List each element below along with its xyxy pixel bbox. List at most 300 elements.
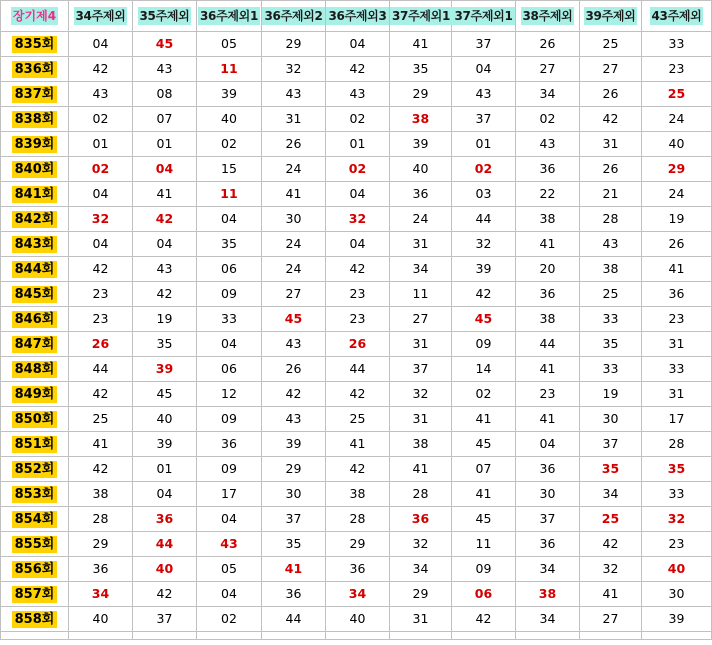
draw-number-label: 840회 <box>12 161 58 178</box>
number-cell: 22 <box>516 182 580 207</box>
number-cell: 34 <box>516 607 580 632</box>
column-header-cell <box>69 1 133 32</box>
table-row <box>1 32 712 57</box>
number-cell: 04 <box>326 32 390 57</box>
number-cell: 26 <box>326 332 390 357</box>
draw-number-label: 850회 <box>12 411 58 428</box>
number-cell: 41 <box>516 232 580 257</box>
number-cell: 24 <box>262 157 326 182</box>
draw-number-label: 853회 <box>12 486 58 503</box>
number-cell: 39 <box>133 357 197 382</box>
number-cell: 02 <box>69 157 133 182</box>
draw-label-cell <box>1 57 69 82</box>
number-cell: 43 <box>262 82 326 107</box>
number-cell: 34 <box>516 82 580 107</box>
number-cell: 41 <box>390 457 452 482</box>
number-cell: 31 <box>262 107 326 132</box>
column-header-cell <box>516 1 580 32</box>
draw-number-label: 851회 <box>12 436 58 453</box>
number-cell: 23 <box>69 307 133 332</box>
draw-number-label: 857회 <box>12 586 58 603</box>
number-cell: 28 <box>580 207 642 232</box>
number-cell: 25 <box>580 507 642 532</box>
draw-number-label: 838회 <box>12 111 58 128</box>
number-cell: 37 <box>390 357 452 382</box>
number-cell: 41 <box>69 432 133 457</box>
table-row <box>1 507 712 532</box>
number-cell: 23 <box>69 282 133 307</box>
number-cell: 14 <box>452 357 516 382</box>
number-cell: 02 <box>69 107 133 132</box>
column-header-cell <box>642 1 712 32</box>
table-row <box>1 432 712 457</box>
number-cell: 27 <box>390 307 452 332</box>
empty-cell <box>262 632 326 640</box>
number-cell: 19 <box>642 207 712 232</box>
number-cell: 37 <box>262 507 326 532</box>
number-cell: 26 <box>580 82 642 107</box>
empty-cell <box>197 632 262 640</box>
header-row <box>1 1 712 32</box>
draw-number-label: 848회 <box>12 361 58 378</box>
draw-label-cell <box>1 32 69 57</box>
number-cell: 43 <box>133 257 197 282</box>
number-cell: 29 <box>262 32 326 57</box>
number-cell: 41 <box>452 407 516 432</box>
table-row <box>1 382 712 407</box>
number-cell: 40 <box>326 607 390 632</box>
number-cell: 42 <box>133 282 197 307</box>
number-cell: 23 <box>642 57 712 82</box>
number-cell: 04 <box>69 182 133 207</box>
number-cell: 04 <box>326 182 390 207</box>
number-cell: 36 <box>390 182 452 207</box>
number-cell: 20 <box>516 257 580 282</box>
column-header-cell <box>326 1 390 32</box>
number-cell: 24 <box>642 182 712 207</box>
number-cell: 31 <box>390 607 452 632</box>
draw-label-cell <box>1 107 69 132</box>
draw-label-cell <box>1 482 69 507</box>
number-cell: 40 <box>390 157 452 182</box>
table-row <box>1 582 712 607</box>
number-cell: 26 <box>516 32 580 57</box>
table-row <box>1 557 712 582</box>
number-cell: 04 <box>197 332 262 357</box>
number-cell: 41 <box>516 407 580 432</box>
number-cell: 32 <box>69 207 133 232</box>
number-cell: 35 <box>133 332 197 357</box>
number-cell: 29 <box>390 582 452 607</box>
number-cell: 39 <box>262 432 326 457</box>
number-cell: 30 <box>580 407 642 432</box>
number-cell: 02 <box>516 107 580 132</box>
number-cell: 33 <box>642 32 712 57</box>
number-cell: 43 <box>262 407 326 432</box>
number-cell: 11 <box>452 532 516 557</box>
number-cell: 38 <box>390 107 452 132</box>
number-cell: 07 <box>452 457 516 482</box>
number-cell: 06 <box>452 582 516 607</box>
number-cell: 24 <box>262 232 326 257</box>
draw-number-label: 845회 <box>12 286 58 303</box>
number-cell: 42 <box>326 382 390 407</box>
column-header-label: 39주제외 <box>585 9 636 23</box>
number-cell: 44 <box>326 357 390 382</box>
number-cell: 42 <box>69 257 133 282</box>
number-cell: 38 <box>580 257 642 282</box>
number-cell: 02 <box>197 132 262 157</box>
number-cell: 25 <box>642 82 712 107</box>
number-cell: 38 <box>69 482 133 507</box>
number-cell: 42 <box>133 207 197 232</box>
column-header-label: 36주제외3 <box>328 9 387 23</box>
column-header-label: 36주제외2 <box>264 9 323 23</box>
number-cell: 17 <box>642 407 712 432</box>
number-cell: 23 <box>642 532 712 557</box>
number-cell: 45 <box>452 307 516 332</box>
table-row <box>1 307 712 332</box>
number-cell: 37 <box>580 432 642 457</box>
number-cell: 04 <box>133 482 197 507</box>
number-cell: 02 <box>452 157 516 182</box>
number-cell: 36 <box>133 507 197 532</box>
number-cell: 41 <box>326 432 390 457</box>
number-cell: 40 <box>197 107 262 132</box>
number-cell: 45 <box>133 32 197 57</box>
number-cell: 31 <box>390 407 452 432</box>
table-row <box>1 207 712 232</box>
draw-label-cell <box>1 257 69 282</box>
draw-number-label: 835회 <box>12 36 58 53</box>
draw-label-cell <box>1 357 69 382</box>
number-cell: 38 <box>516 582 580 607</box>
number-cell: 32 <box>580 557 642 582</box>
column-header-label: 37주제외1 <box>454 9 513 23</box>
number-cell: 31 <box>390 332 452 357</box>
empty-cell <box>69 632 133 640</box>
draw-number-label: 847회 <box>12 336 58 353</box>
table-row <box>1 332 712 357</box>
number-cell: 36 <box>516 157 580 182</box>
table-row <box>1 407 712 432</box>
draw-label-cell <box>1 232 69 257</box>
column-header-label: 34주제외 <box>75 9 126 23</box>
number-cell: 27 <box>516 57 580 82</box>
number-cell: 26 <box>69 332 133 357</box>
column-header-label: 37주제외1 <box>392 9 451 23</box>
number-cell: 25 <box>580 282 642 307</box>
draw-number-label: 837회 <box>12 86 58 103</box>
number-cell: 04 <box>69 232 133 257</box>
empty-cell <box>1 632 69 640</box>
number-cell: 41 <box>262 182 326 207</box>
number-cell: 01 <box>452 132 516 157</box>
empty-cell <box>390 632 452 640</box>
number-cell: 01 <box>326 132 390 157</box>
draw-number-label: 852회 <box>12 461 58 478</box>
draw-number-label: 839회 <box>12 136 58 153</box>
number-cell: 43 <box>262 332 326 357</box>
number-cell: 39 <box>133 432 197 457</box>
column-header-cell <box>262 1 326 32</box>
number-cell: 35 <box>197 232 262 257</box>
column-header-cell <box>390 1 452 32</box>
number-cell: 38 <box>516 307 580 332</box>
number-cell: 19 <box>580 382 642 407</box>
number-cell: 34 <box>390 257 452 282</box>
number-cell: 44 <box>262 607 326 632</box>
number-cell: 24 <box>390 207 452 232</box>
number-cell: 21 <box>580 182 642 207</box>
number-cell: 03 <box>452 182 516 207</box>
draw-label-cell <box>1 182 69 207</box>
number-cell: 32 <box>390 532 452 557</box>
number-cell: 29 <box>390 82 452 107</box>
draw-number-label: 854회 <box>12 511 58 528</box>
corner-header-cell <box>1 1 69 32</box>
number-cell: 31 <box>390 232 452 257</box>
number-cell: 31 <box>642 332 712 357</box>
table-row <box>1 257 712 282</box>
number-cell: 43 <box>516 132 580 157</box>
number-cell: 41 <box>516 357 580 382</box>
number-cell: 43 <box>197 532 262 557</box>
number-cell: 42 <box>580 107 642 132</box>
number-cell: 34 <box>390 557 452 582</box>
number-cell: 33 <box>580 307 642 332</box>
number-cell: 33 <box>197 307 262 332</box>
number-cell: 42 <box>133 582 197 607</box>
number-cell: 39 <box>197 82 262 107</box>
column-header-label: 38주제외 <box>522 9 573 23</box>
number-cell: 45 <box>452 507 516 532</box>
number-cell: 28 <box>642 432 712 457</box>
draw-number-label: 844회 <box>12 261 58 278</box>
number-cell: 40 <box>133 407 197 432</box>
number-cell: 35 <box>580 332 642 357</box>
column-header-label: 36주제외1 <box>199 9 259 23</box>
number-cell: 28 <box>69 507 133 532</box>
number-cell: 04 <box>69 32 133 57</box>
number-cell: 29 <box>262 457 326 482</box>
number-cell: 30 <box>516 482 580 507</box>
draw-number-label: 846회 <box>12 311 58 328</box>
number-cell: 37 <box>452 32 516 57</box>
empty-cell <box>452 632 516 640</box>
number-cell: 43 <box>452 82 516 107</box>
draw-label-cell <box>1 432 69 457</box>
empty-trailing-row <box>1 632 712 640</box>
number-cell: 39 <box>390 132 452 157</box>
number-cell: 28 <box>326 507 390 532</box>
number-cell: 09 <box>197 457 262 482</box>
number-cell: 38 <box>326 482 390 507</box>
draw-label-cell <box>1 157 69 182</box>
draw-label-cell <box>1 507 69 532</box>
number-cell: 04 <box>197 207 262 232</box>
number-cell: 32 <box>642 507 712 532</box>
draw-number-label: 849회 <box>12 386 58 403</box>
number-cell: 42 <box>69 457 133 482</box>
number-cell: 45 <box>262 307 326 332</box>
number-cell: 06 <box>197 357 262 382</box>
number-cell: 41 <box>452 482 516 507</box>
number-cell: 39 <box>642 607 712 632</box>
number-cell: 31 <box>642 382 712 407</box>
number-cell: 40 <box>642 557 712 582</box>
number-cell: 29 <box>69 532 133 557</box>
column-header-cell <box>452 1 516 32</box>
number-cell: 41 <box>133 182 197 207</box>
table-row <box>1 607 712 632</box>
number-cell: 11 <box>197 182 262 207</box>
draw-label-cell <box>1 607 69 632</box>
number-cell: 25 <box>69 407 133 432</box>
number-cell: 33 <box>580 357 642 382</box>
number-cell: 24 <box>262 257 326 282</box>
number-cell: 29 <box>326 532 390 557</box>
draw-label-cell <box>1 132 69 157</box>
number-cell: 26 <box>642 232 712 257</box>
number-cell: 42 <box>326 257 390 282</box>
number-cell: 36 <box>262 582 326 607</box>
draw-label-cell <box>1 307 69 332</box>
number-cell: 45 <box>133 382 197 407</box>
number-cell: 35 <box>390 57 452 82</box>
table-row <box>1 132 712 157</box>
number-cell: 38 <box>516 207 580 232</box>
draw-label-cell <box>1 282 69 307</box>
number-cell: 09 <box>197 407 262 432</box>
draw-label-cell <box>1 557 69 582</box>
number-cell: 04 <box>133 232 197 257</box>
table-row <box>1 57 712 82</box>
draw-number-label: 836회 <box>12 61 58 78</box>
number-cell: 24 <box>642 107 712 132</box>
number-cell: 25 <box>326 407 390 432</box>
number-cell: 38 <box>390 432 452 457</box>
number-cell: 44 <box>516 332 580 357</box>
number-cell: 19 <box>133 307 197 332</box>
number-cell: 27 <box>580 57 642 82</box>
number-cell: 02 <box>197 607 262 632</box>
number-cell: 07 <box>133 107 197 132</box>
number-cell: 04 <box>133 157 197 182</box>
draw-label-cell <box>1 407 69 432</box>
draw-label-cell <box>1 207 69 232</box>
number-cell: 43 <box>133 57 197 82</box>
draw-number-label: 841회 <box>12 186 58 203</box>
draw-label-cell <box>1 332 69 357</box>
number-cell: 04 <box>516 432 580 457</box>
table-row <box>1 457 712 482</box>
number-cell: 05 <box>197 557 262 582</box>
number-cell: 33 <box>642 482 712 507</box>
number-cell: 32 <box>262 57 326 82</box>
number-cell: 42 <box>262 382 326 407</box>
number-cell: 23 <box>516 382 580 407</box>
number-cell: 40 <box>642 132 712 157</box>
table-row <box>1 232 712 257</box>
number-cell: 04 <box>197 582 262 607</box>
number-cell: 26 <box>262 132 326 157</box>
table-row <box>1 182 712 207</box>
number-cell: 42 <box>69 382 133 407</box>
column-header-cell <box>580 1 642 32</box>
draw-label-cell <box>1 582 69 607</box>
number-cell: 17 <box>197 482 262 507</box>
number-cell: 09 <box>452 332 516 357</box>
number-cell: 36 <box>642 282 712 307</box>
table-row <box>1 282 712 307</box>
draw-label-cell <box>1 532 69 557</box>
table-row <box>1 157 712 182</box>
number-cell: 04 <box>197 507 262 532</box>
draw-number-label: 856회 <box>12 561 58 578</box>
number-cell: 43 <box>69 82 133 107</box>
empty-cell <box>133 632 197 640</box>
number-cell: 30 <box>262 207 326 232</box>
column-header-label: 35주제외 <box>139 9 190 23</box>
number-cell: 39 <box>452 257 516 282</box>
draw-label-cell <box>1 82 69 107</box>
number-cell: 34 <box>326 582 390 607</box>
empty-cell <box>516 632 580 640</box>
number-cell: 36 <box>69 557 133 582</box>
number-cell: 05 <box>197 32 262 57</box>
number-cell: 28 <box>390 482 452 507</box>
empty-cell <box>326 632 390 640</box>
draw-number-label: 855회 <box>12 536 58 553</box>
number-cell: 34 <box>580 482 642 507</box>
number-cell: 06 <box>197 257 262 282</box>
number-cell: 40 <box>133 557 197 582</box>
draw-label-cell <box>1 382 69 407</box>
number-cell: 23 <box>326 307 390 332</box>
number-cell: 36 <box>326 557 390 582</box>
number-cell: 32 <box>326 207 390 232</box>
number-cell: 42 <box>580 532 642 557</box>
number-cell: 11 <box>390 282 452 307</box>
number-cell: 44 <box>69 357 133 382</box>
number-cell: 36 <box>516 282 580 307</box>
number-cell: 23 <box>326 282 390 307</box>
number-cell: 02 <box>326 157 390 182</box>
number-cell: 36 <box>197 432 262 457</box>
column-header-cell <box>197 1 262 32</box>
number-cell: 27 <box>580 607 642 632</box>
number-cell: 25 <box>580 32 642 57</box>
number-cell: 37 <box>516 507 580 532</box>
number-cell: 02 <box>452 382 516 407</box>
number-cell: 42 <box>452 282 516 307</box>
number-cell: 09 <box>197 282 262 307</box>
number-cell: 32 <box>390 382 452 407</box>
number-cell: 41 <box>642 257 712 282</box>
number-cell: 44 <box>133 532 197 557</box>
column-header-label: 43주제외 <box>651 9 702 23</box>
number-cell: 30 <box>642 582 712 607</box>
number-cell: 09 <box>452 557 516 582</box>
number-cell: 11 <box>197 57 262 82</box>
number-cell: 36 <box>516 457 580 482</box>
number-cell: 34 <box>69 582 133 607</box>
number-cell: 41 <box>580 582 642 607</box>
number-cell: 37 <box>452 107 516 132</box>
number-cell: 26 <box>580 157 642 182</box>
number-cell: 37 <box>133 607 197 632</box>
